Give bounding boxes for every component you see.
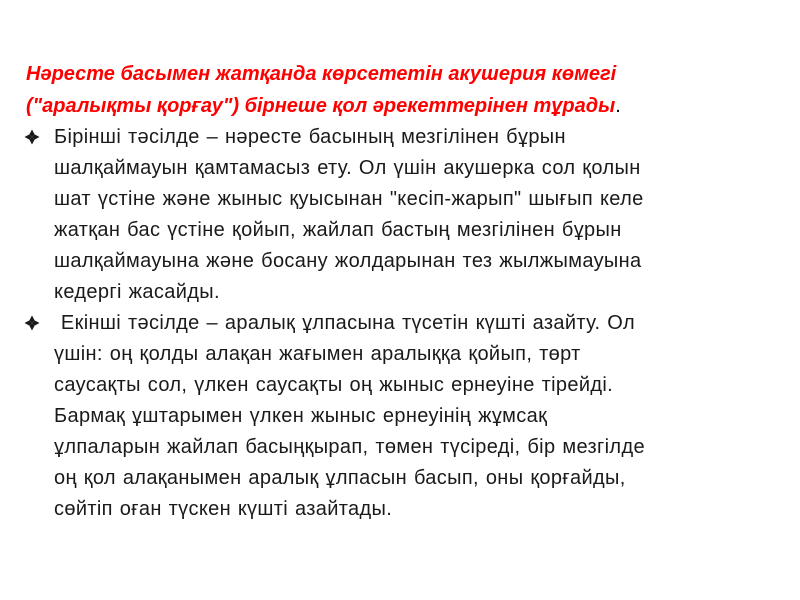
bullet-text-line: шат үстіне және жыныс қуысынан "кесіп-жарып" шығып келе	[54, 188, 644, 210]
bullet-text-line: кедергі жасайды.	[54, 281, 220, 303]
heading-line	[26, 90, 770, 122]
bullet-text-line: үшін: оң қолды алақан жағымен аралыққа қойып, төрт	[54, 343, 581, 365]
bullet-item-first-method	[24, 122, 770, 308]
bullet-text-line: шалқаймауын қамтамасыз ету. Ол үшін акушерка сол қолын	[54, 157, 641, 179]
bullet-list	[24, 122, 770, 525]
bullet-text-line: ұлпаларын жайлап басыңқырап, төмен түсіреді, бір мезгілде	[54, 436, 645, 458]
bullet-text-line: Бірінші тәсілде – нәресте басының мезгілінен бұрын	[54, 126, 566, 148]
heading-period: .	[615, 95, 621, 117]
bullet-text-line: саусақты сол, үлкен саусақты оң жыныс ернеуіне тірейді.	[54, 374, 614, 396]
bullet-text-line: шалқаймауына және босану жолдарынан тез жылжымауына	[54, 250, 642, 272]
bullet-text-line: Бармақ ұштарымен үлкен жыныс ернеуінің жұмсақ	[54, 405, 548, 427]
heading-line: Нәресте басымен жатқанда көрсететін акушерия көмегі	[26, 63, 617, 85]
bullet-item-second-method	[24, 308, 770, 525]
diamond-bullet-icon	[24, 315, 40, 331]
heading-line-text: ("аралықты қорғау") бірнеше қол әрекеттерінен тұрады	[26, 95, 616, 117]
bullet-text-line: сөйтіп оған түскен күшті азайтады.	[54, 498, 393, 520]
bullet-text-line: оң қол алақанымен аралық ұлпасын басып, оны қорғайды,	[54, 467, 626, 489]
diamond-bullet-icon	[24, 129, 40, 145]
bullet-text-line: Екінші тәсілде – аралық ұлпасына түсетін күшті азайту. Ол	[54, 312, 635, 334]
slide-heading	[26, 58, 770, 122]
bullet-text-line: жатқан бас үстіне қойып, жайлап бастың мезгілінен бұрын	[54, 219, 622, 241]
